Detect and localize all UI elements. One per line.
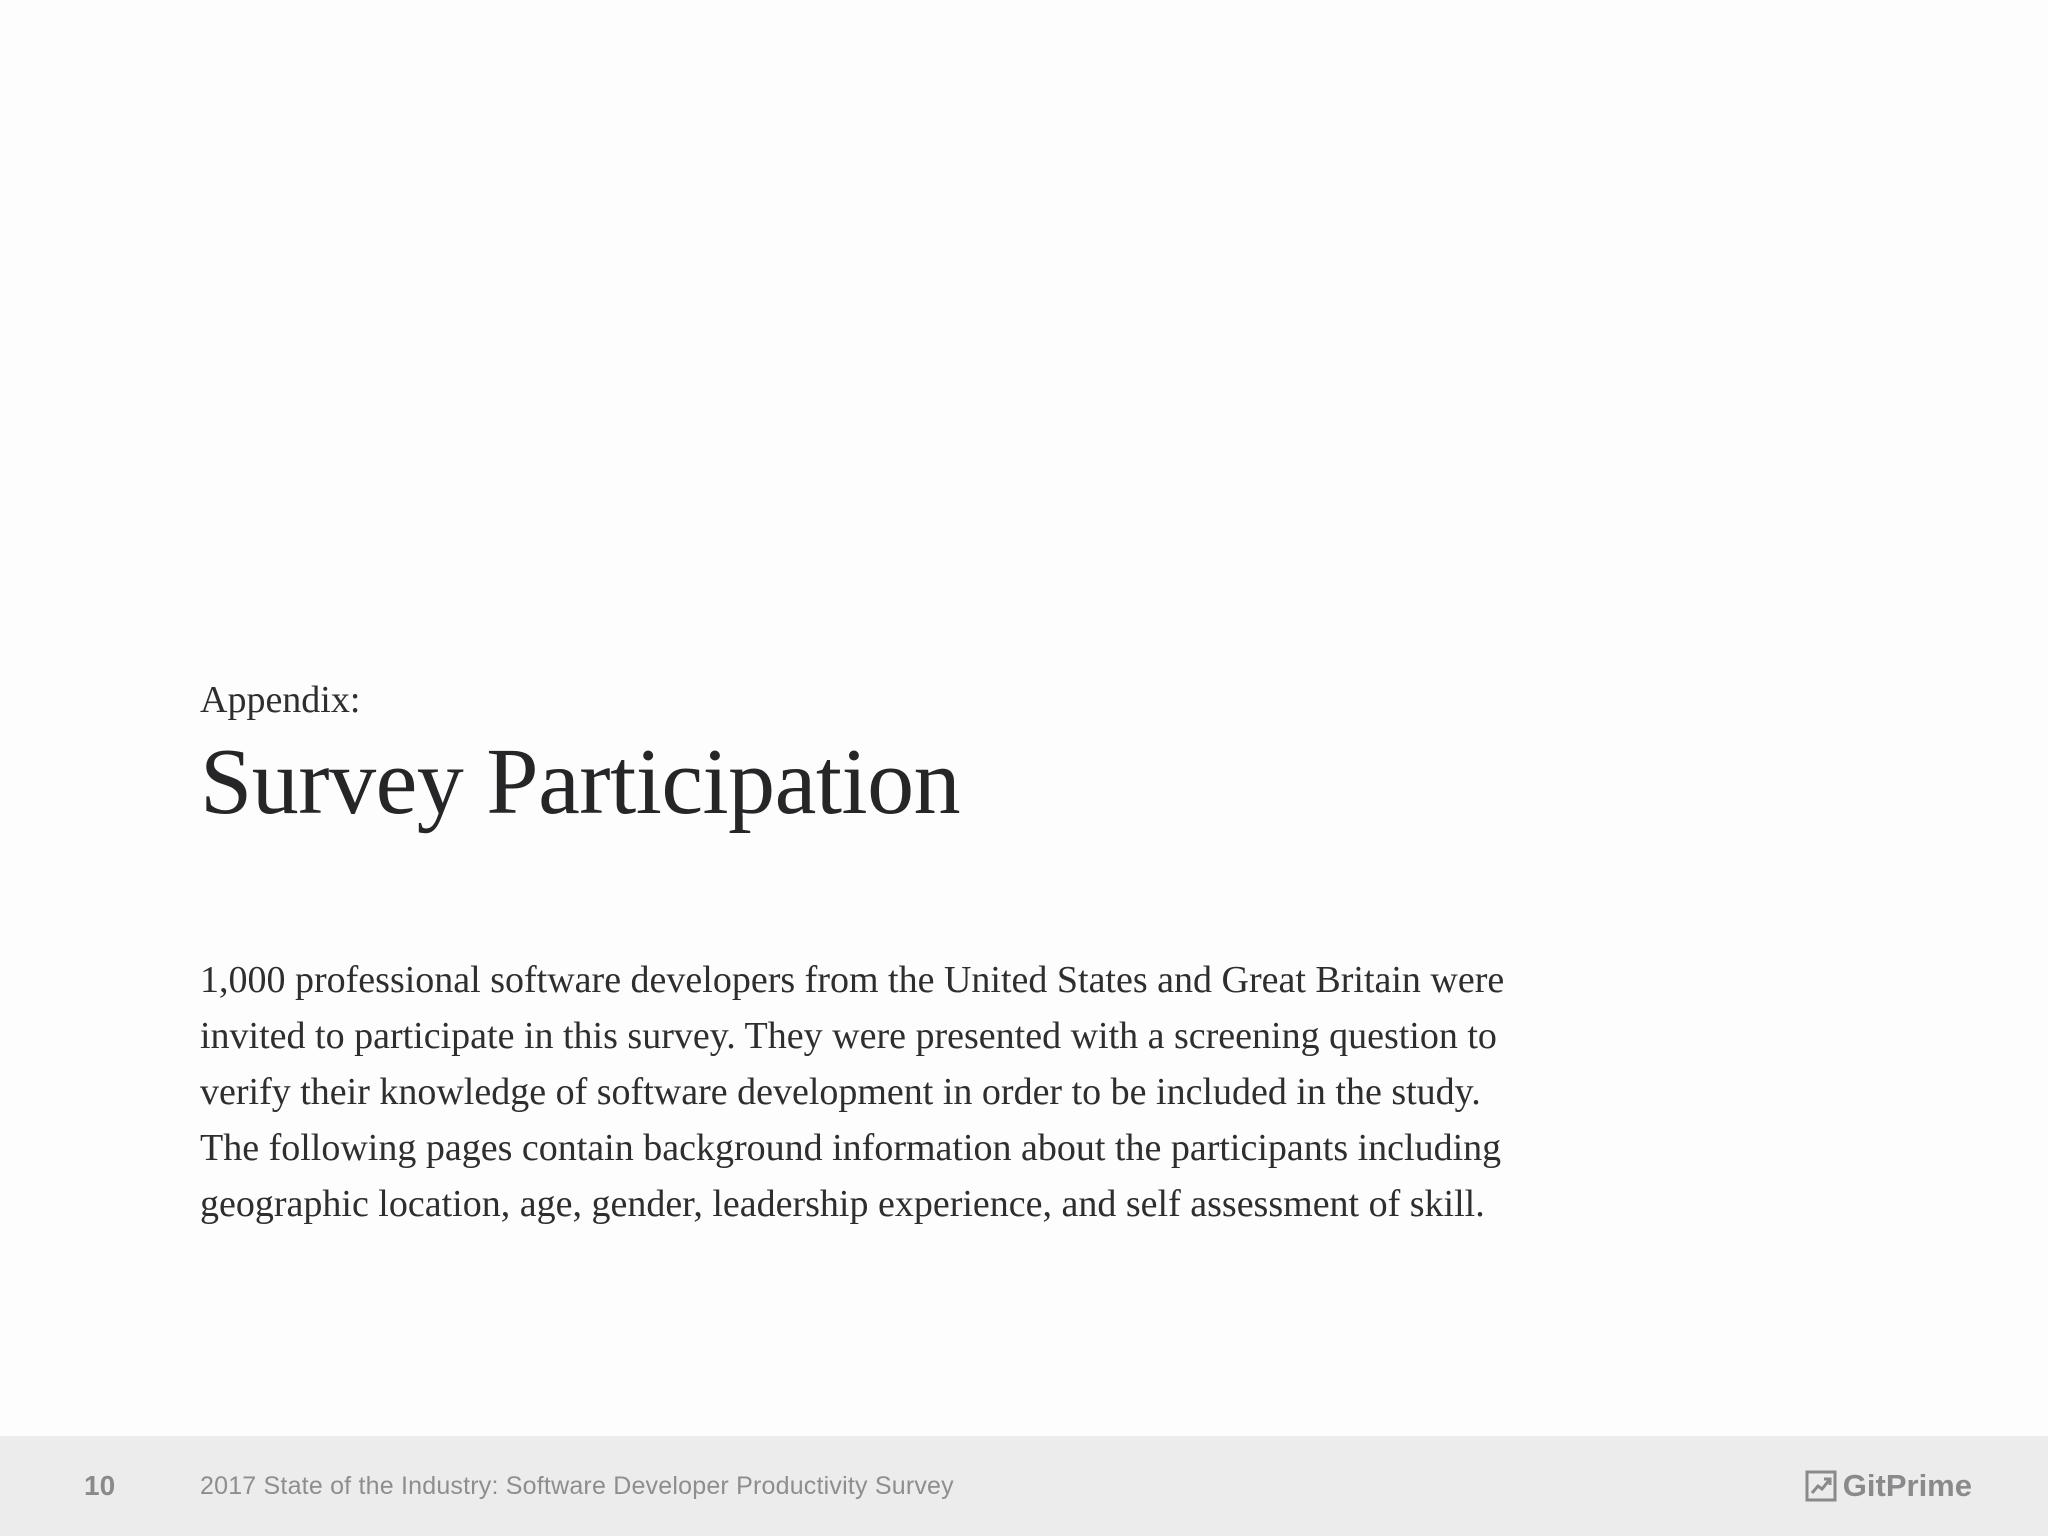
page-title: Survey Participation [200, 730, 961, 834]
page-number: 10 [84, 1470, 116, 1501]
section-kicker: Appendix: [200, 679, 361, 721]
gitprime-logo [1805, 1468, 1972, 1504]
body-paragraph: 1,000 professional software developers from the United States and Great Britain were invited to participate in this survey. They were presented with a screening question to verify their knowledge of software development in order to be included in the study. The following pages contain background information about the participants including geographic location, age, gender, leadership experience, and self assessment of skill. [200, 959, 1505, 1225]
gitprime-logo-icon [1805, 1470, 1837, 1502]
footer [0, 1436, 2048, 1536]
footer-document-title: 2017 State of the Industry: Software Developer Productivity Survey [200, 1472, 954, 1500]
main-content [200, 676, 1600, 1232]
logo-text: GitPrime [1842, 1468, 1972, 1503]
